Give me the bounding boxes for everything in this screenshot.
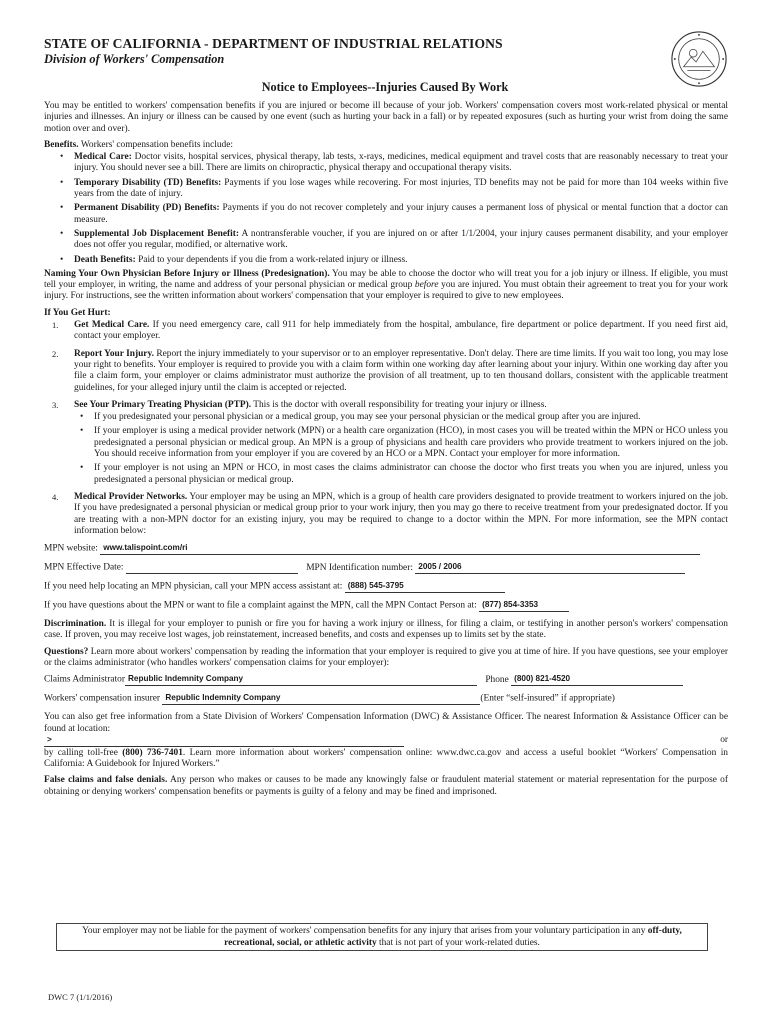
- step-term: See Your Primary Treating Physician (PTP).: [74, 399, 252, 410]
- form-id: DWC 7 (1/1/2016): [48, 992, 113, 1002]
- mpn-id-value: 2005 / 2006: [418, 561, 462, 571]
- step-text: This is the doctor with overall responsibility for treating your injury or illness.: [251, 399, 547, 410]
- ptp-item: • If you predesignated your personal physician or a medical group, you may see your personal physician or the medical group after you are injured.: [94, 412, 728, 423]
- predesignation-text: You may be able to choose the doctor who will treat you for a job injury or illness. If eligible, you must tell your employer, in writing, the name and address of your personal physician or medical group: [44, 268, 728, 291]
- mpn-contact-label: If you have questions about the MPN or want to file a complaint against the MPN, call the MPN Contact Person at:: [44, 600, 477, 611]
- claims-admin-label: Claims Administrator: [44, 674, 125, 685]
- insurer-value: Republic Indemnity Company: [165, 692, 281, 702]
- claims-phone-field[interactable]: [511, 674, 683, 686]
- false-claims-heading: False claims and false denials.: [44, 775, 168, 786]
- hurt-step: [52, 399, 728, 486]
- false-claims-paragraph: [44, 775, 728, 798]
- discrimination-heading: Discrimination.: [44, 619, 107, 630]
- benefits-intro: [44, 140, 728, 151]
- dwc-phone: (800) 736-7401: [122, 747, 183, 758]
- insurer-note: (Enter “self-insured” if appropriate): [480, 693, 615, 704]
- benefit-item: [74, 152, 728, 175]
- step-term: Report Your Injury.: [74, 348, 154, 359]
- dwc-paragraph: [44, 712, 728, 735]
- questions-paragraph: [44, 647, 728, 670]
- predesignation-paragraph: [44, 269, 728, 303]
- ptp-list: [74, 412, 728, 486]
- agency-heading: STATE OF CALIFORNIA - DEPARTMENT OF INDUSTRIAL RELATIONS: [44, 36, 503, 51]
- benefit-term: Temporary Disability (TD) Benefits:: [74, 177, 222, 188]
- predesignation-text: you are injured. You must obtain their agreement to treat you for your work injury. For instructions, see the written information about workers' compensation that your employer is required to give to new employees.: [44, 280, 728, 302]
- claims-admin-value: Republic Indemnity Company: [128, 673, 244, 683]
- intro-paragraph: You may be entitled to workers' compensation benefits if you are injured or become ill because of your job. Workers' compensation covers most work-related physical or mental injuries and illnesses. An injury or illness can be caused by one event (such as hurting your back in a fall) or by repeated exposures (such as hurting your wrist from doing the same motion over and over).: [44, 101, 728, 134]
- insurer-line: [44, 693, 728, 706]
- notice-body: [44, 101, 728, 803]
- questions-text: Learn more about workers' compensation by reading the information that your employer is required to give you at time of hire. If you have questions, see your employer or the claims administrator (who handles workers' compensation claims for your employer):: [44, 646, 728, 668]
- benefit-item: [74, 203, 728, 226]
- discrimination-text: It is illegal for your employer to punish or fire you for having a work injury or illness, for filing a claim, or testifying in another person's workers' compensation case. If proven, you may receive lost wages, job reinstatement, increased benefits, and costs and expenses up to limits set by the state.: [44, 619, 728, 641]
- hurt-heading: If You Get Hurt:: [44, 307, 111, 318]
- notice-box-text: Your employer may not be liable for the payment of workers' compensation benefits for any injury that arises from your voluntary participation in any: [82, 926, 648, 936]
- step-number: 1.: [52, 320, 59, 331]
- benefit-text: Payments if you do not recover completely and your injury causes a permanent loss of physical or mental function that a doctor can measure.: [74, 203, 728, 225]
- hurt-step: [52, 320, 729, 343]
- ptp-item: • If your employer is not using an MPN or HCO, in most cases the claims administrator can choose the doctor who first treats you when you are injured, unless you predesignated a personal physician or medical group.: [94, 463, 728, 486]
- benefit-text: Paid to your dependents if you die from a work-related injury or illness.: [135, 254, 408, 265]
- claims-admin-line: [44, 674, 728, 687]
- step-text: Report the injury immediately to your supervisor or to an employer representative. Don't delay. There are time limits. If you wait too long, you may lose your right to benefits. Your employer is required to provide you with a claim form within one working day after learning about your injury. Within one working day after you file a claim form, your employer or claims administrator must authorize the provision of all treatment, up to ten thousand dollars, consistent with the applicable treatment guidelines, for your alleged injury until the claim is accepted or rejected.: [74, 348, 728, 393]
- dwc-paragraph-rest: [44, 748, 728, 771]
- mpn-access-line: [44, 581, 728, 594]
- dwc-location-line: [44, 735, 728, 748]
- ptp-item: • If your employer is using a medical provider network (MPN) or a health care organization (HCO), in most cases you will be treated within the MPN or HCO unless you predesignated a personal physician or medical group. An MPN is a group of physicians and health care providers who provide treatment to workers injured on the job. You should receive information from your employer if you are covered by an HCO or a MPN. Contact your employer for more information.: [94, 426, 728, 460]
- insurer-field[interactable]: [162, 693, 480, 705]
- predesignation-heading: Naming Your Own Physician Before Injury or Illness (Predesignation).: [44, 268, 330, 279]
- step-number: 2.: [52, 348, 59, 359]
- dwc-text: . Learn more information about workers' compensation online: www.dwc.ca.gov and access a useful booklet “Workers' Compensation in California: A Guidebook for Injured Workers.”: [44, 747, 728, 770]
- claims-phone-value: (800) 821-4520: [514, 673, 571, 683]
- hurt-steps: [44, 320, 728, 537]
- claims-admin-field[interactable]: [125, 674, 477, 686]
- mpn-date-line: [44, 562, 728, 575]
- dwc-location-field[interactable]: [44, 735, 404, 747]
- insurer-label: Workers' compensation insurer: [44, 693, 161, 704]
- benefit-text: Doctor visits, hospital services, physical therapy, lab tests, x-rays, medicines, medical equipment and travel costs that are reasonably necessary to treat your injury. You should never see a bill. There are limits on chiropractic, physical therapy and occupational therapy visits.: [74, 152, 728, 174]
- hurt-step: [52, 348, 728, 394]
- dwc-or: or: [720, 734, 728, 745]
- questions-heading: Questions?: [44, 646, 89, 657]
- benefit-term: Permanent Disability (PD) Benefits:: [74, 203, 220, 214]
- step-term: Get Medical Care.: [74, 320, 150, 331]
- mpn-website-value: www.talispoint.com/ri: [103, 542, 188, 552]
- division-heading: Division of Workers' Compensation: [44, 52, 225, 66]
- dwc-text: by calling toll-free: [44, 747, 123, 758]
- benefit-item: [74, 178, 728, 201]
- benefit-term: Death Benefits:: [74, 254, 136, 265]
- dwc-location-value: >: [47, 734, 52, 744]
- benefit-item: [74, 229, 728, 252]
- benefits-heading: Benefits.: [44, 139, 79, 150]
- mpn-website-label: MPN website:: [44, 543, 98, 554]
- mpn-access-label: If you need help locating an MPN physician, call your MPN access assistant at:: [44, 581, 343, 592]
- notice-title: Notice to Employees--Injuries Caused By Work: [261, 80, 509, 94]
- step-number: 3.: [52, 399, 59, 410]
- benefit-text: Payments if you lose wages while recovering. For most injuries, TD benefits may not be paid for more than 104 weeks within five years from the date of injury.: [74, 177, 729, 200]
- mpn-access-value: (888) 545-3795: [347, 580, 404, 590]
- mpn-contact-field[interactable]: [479, 600, 569, 612]
- benefit-text: A nontransferable voucher, if you are injured on or after 1/1/2004, your injury causes permanent disability, and your employer does not offer you regular, modified, or alternative work.: [74, 228, 728, 251]
- step-text: Your employer may be using an MPN, which is a group of health care providers designated to provide treatment to workers injured on the job. If you have predesignated a personal physician or medical group prior to your work injury, then you may go there to receive treatment from your predesignated doctor. If you are treating with a non-MPN doctor for an existing injury, you may be required to change to a doctor within the MPN. For more information, see the MPN contact information below:: [74, 491, 728, 536]
- mpn-effective-field[interactable]: [126, 562, 298, 574]
- voluntary-activity-notice: [56, 923, 708, 951]
- benefits-heading-rest: Workers' compensation benefits include:: [78, 139, 234, 150]
- predesignation-emphasis: before: [414, 280, 439, 291]
- benefit-term: Supplemental Job Displacement Benefit:: [74, 228, 239, 239]
- benefit-term: Medical Care:: [74, 152, 132, 163]
- claims-phone-label: Phone: [485, 674, 509, 685]
- mpn-contact-line: [44, 600, 728, 613]
- mpn-website-line: [44, 543, 728, 556]
- mpn-id-field[interactable]: [415, 562, 685, 574]
- benefit-item: [74, 255, 728, 266]
- mpn-effective-label: MPN Effective Date:: [44, 562, 124, 573]
- hurt-step: [52, 491, 728, 537]
- false-claims-text: Any person who makes or causes to be made any knowingly false or fraudulent material statement or material representation for the purpose of obtaining or denying workers' compensation benefits or payments is guilty of a felony and may be fined and imprisoned.: [44, 775, 728, 797]
- dwc-text: You can also get free information from a State Division of Workers' Compensation Information (DWC) & Assistance Officer. The nearest Information & Assistance Officer can be found at location:: [44, 712, 728, 734]
- notice-box-text: that is not part of your work-related duties.: [376, 937, 540, 948]
- mpn-contact-value: (877) 854-3353: [482, 599, 539, 609]
- step-text: If you need emergency care, call 911 for help immediately from the hospital, ambulance, fire department or police department. If you need first aid, contact your employer.: [74, 320, 729, 342]
- discrimination-paragraph: [44, 619, 728, 642]
- step-number: 4.: [52, 491, 59, 502]
- mpn-access-field[interactable]: [345, 581, 505, 593]
- notice-box-emphasis: off-duty, recreational, social, or athletic activity: [224, 926, 682, 948]
- mpn-id-label: MPN Identification number:: [306, 562, 413, 573]
- step-term: Medical Provider Networks.: [74, 491, 188, 502]
- benefits-list: [44, 152, 728, 266]
- mpn-website-field[interactable]: [100, 543, 700, 555]
